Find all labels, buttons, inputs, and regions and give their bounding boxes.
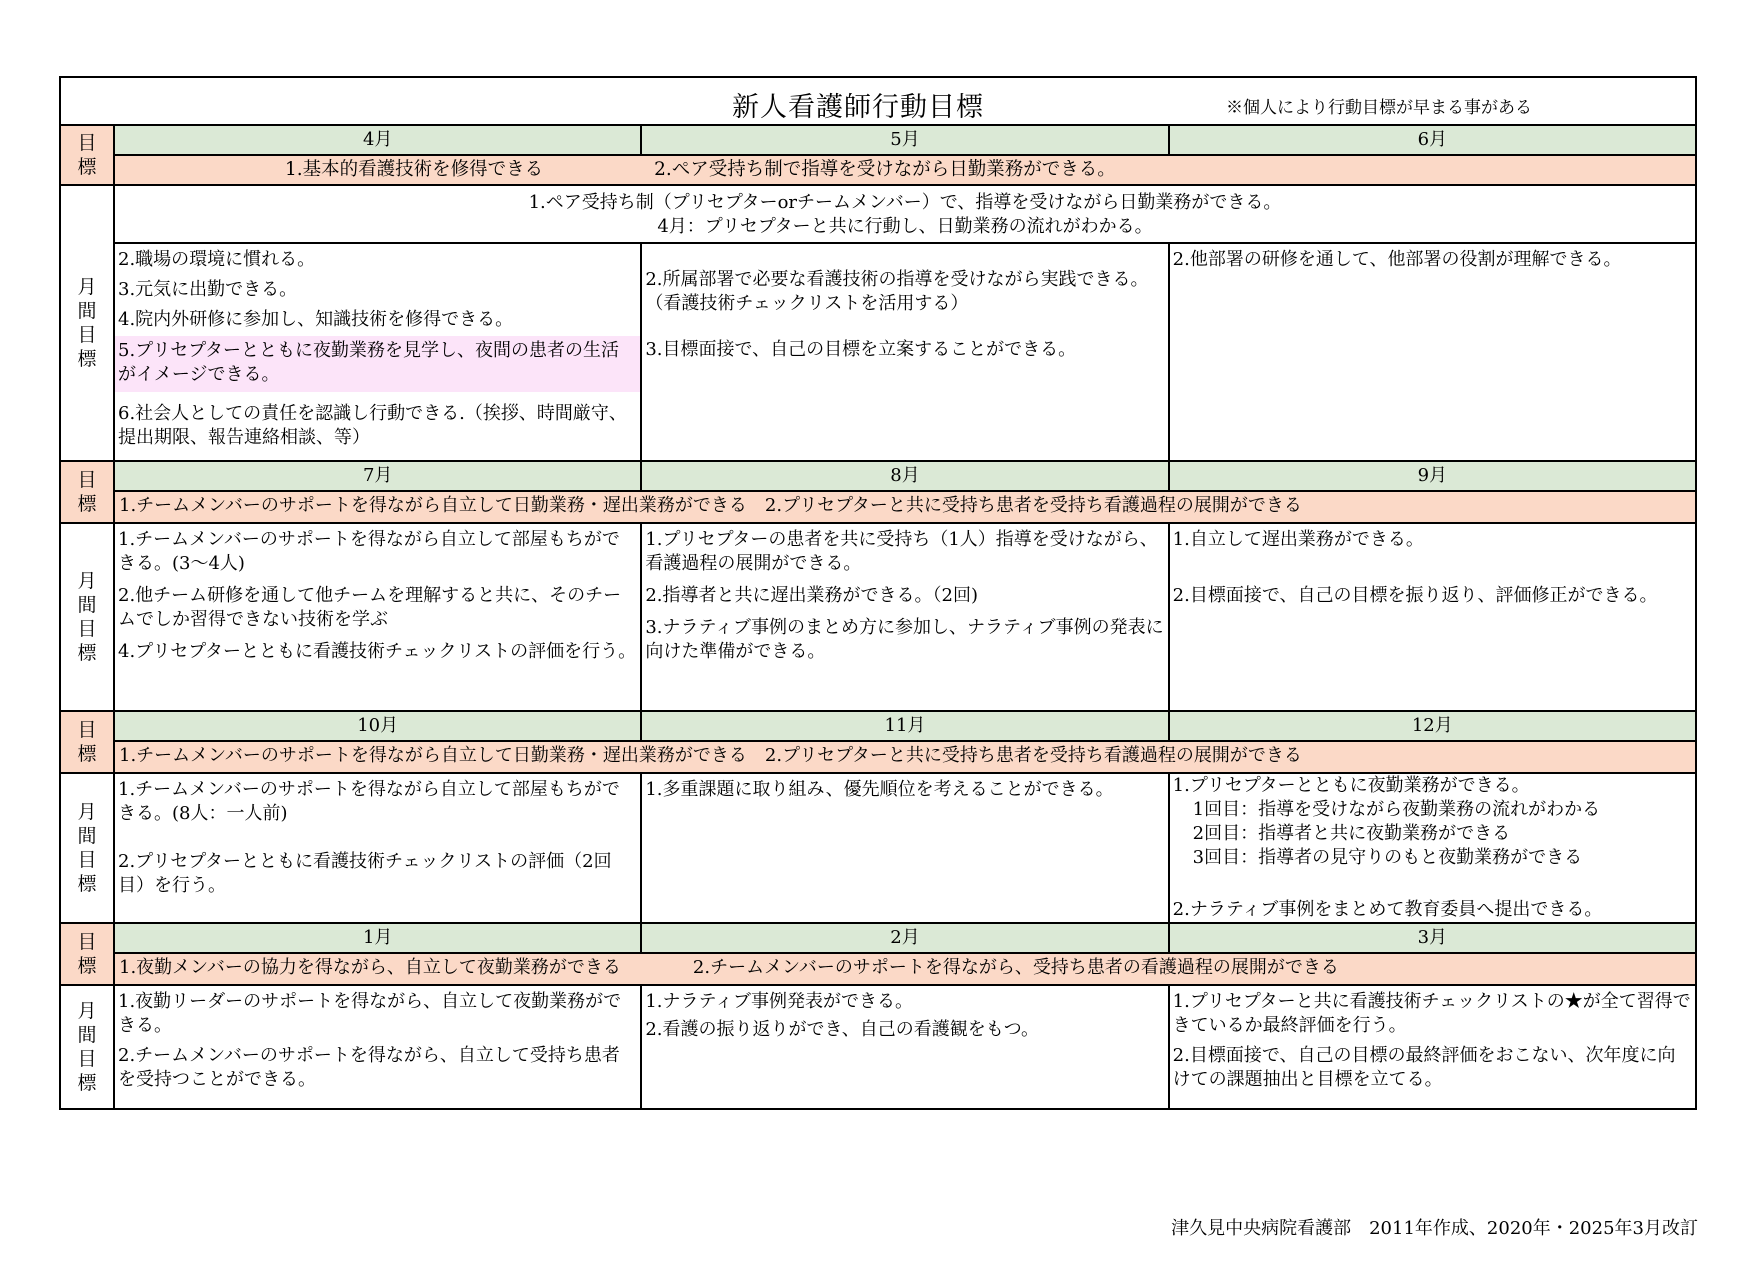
q2-col-september	[1168, 524, 1695, 710]
goal-item: 3.元気に出勤できる。	[118, 279, 298, 300]
month-header: 9月	[1168, 462, 1695, 490]
month-header: 7月	[362, 465, 393, 486]
goals-table	[59, 76, 1697, 1110]
q3-goal-text: 1.チームメンバーのサポートを得ながら自立して日勤業務・遅出業務ができる 2.プリセプターと共に受持ち患者を受持ち看護過程の展開ができる	[115, 742, 1695, 772]
month-header: 10月	[357, 715, 399, 736]
goal-item: 1.チームメンバーのサポートを得ながら自立して部屋もちができる。(8人：一人前)	[118, 779, 620, 824]
page-title: 新人看護師行動目標	[732, 92, 984, 123]
goal-label: 目 標	[61, 712, 115, 772]
q1-goal-section	[61, 126, 1695, 186]
goal-item: 1.ナラティブ事例発表ができる。	[645, 991, 914, 1012]
goal-item: 1.多重課題に取り組み、優先順位を考えることができる。	[645, 779, 1114, 800]
month-header: 4月	[362, 129, 393, 150]
goal-item: 4.院内外研修に参加し、知識技術を修得できる。	[118, 309, 514, 330]
goal-item: 3.目標面接で、自己の目標を立案することができる。	[645, 339, 1077, 360]
monthly-label: 月 間 目 標	[61, 186, 115, 460]
q2-goal-section	[61, 462, 1695, 524]
monthly-label: 月 間 目 標	[61, 986, 115, 1108]
goal-item: 2.ナラティブ事例をまとめて教育委員へ提出できる。	[1172, 899, 1603, 920]
q4-monthly-section	[61, 986, 1695, 1108]
month-header: 12月	[1168, 712, 1695, 740]
note-text: ※個人により行動目標が早まる事がある	[1226, 98, 1532, 118]
goal-item: 1.夜勤リーダーのサポートを得ながら、自立して夜勤業務ができる。	[118, 991, 622, 1036]
q4-col-february	[640, 986, 1167, 1108]
goal-item: 2.所属部署で必要な看護技術の指導を受けながら実践できる。（看護技術チェックリストを活用する）	[645, 269, 1149, 314]
goal-item: 2.プリセプターとともに看護技術チェックリストの評価（2回目）を行う。	[118, 851, 612, 896]
goal-item: 1.プリセプターとともに夜勤業務ができる。	[1172, 775, 1530, 796]
q3-goal-section	[61, 712, 1695, 774]
goal-item: 2.目標面接で、自己の目標の最終評価をおこない、次年度に向けての課題抽出と目標を立てる。	[1172, 1045, 1676, 1090]
goal-item: 6.社会人としての責任を認識し行動できる.（挨拶、時間厳守、提出期限、報告連絡相談、等）	[118, 403, 627, 448]
goal-item: 2.職場の環境に慣れる。	[118, 249, 316, 270]
q1-monthly-section	[61, 186, 1695, 462]
q3-col-october	[115, 774, 640, 932]
goal-item: 1.プリセプターと共に看護技術チェックリストの★が全て習得できているか最終評価を行う。	[1172, 991, 1691, 1036]
q3-month-row	[115, 712, 1695, 742]
q1-goal-text: 1.基本的看護技術を修得できる 2.ペア受持ち制で指導を受けながら日勤業務ができる。	[115, 156, 1695, 184]
goal-item: 2.他部署の研修を通して、他部署の役割が理解できる。	[1172, 249, 1622, 270]
monthly-label: 月 間 目 標	[61, 524, 115, 710]
goal-item: 2.他チーム研修を通して他チームを理解すると共に、そのチームでしか習得できない技術を学ぶ	[118, 585, 622, 630]
goal-item-highlighted: 5.プリセプターとともに夜勤業務を見学し、夜間の患者の生活がイメージできる。	[115, 336, 640, 392]
q2-month-row	[115, 462, 1695, 492]
night-shift-step: 3回目：指導者の見守りのもと夜勤業務ができる	[1192, 847, 1583, 868]
month-header: 11月	[640, 712, 1167, 740]
q1-col-june	[1168, 244, 1695, 460]
q4-goal-text: 1.夜勤メンバーの協力を得ながら、自立して夜勤業務ができる 2.チームメンバーのサポートを得ながら、受持ち患者の看護過程の展開ができる	[115, 954, 1695, 984]
goal-label: 目 標	[61, 924, 115, 984]
goal-item: 1.プリセプターの患者を共に受持ち（1人）指導を受けながら、看護過程の展開ができる。	[645, 529, 1158, 574]
goal-item: 4.プリセプターとともに看護技術チェックリストの評価を行う。	[118, 641, 637, 662]
q2-col-july	[115, 524, 640, 710]
q4-col-march	[1168, 986, 1695, 1108]
goal-item: 3.ナラティブ事例のまとめ方に参加し、ナラティブ事例の発表に向けた準備ができる。	[645, 617, 1164, 662]
goal-item: 1.自立して遅出業務ができる。	[1172, 529, 1424, 550]
month-header: 8月	[640, 462, 1167, 490]
q4-goal-section	[61, 924, 1695, 986]
q3-monthly-section	[61, 774, 1695, 924]
q1-common-goal: 1.ペア受持ち制（プリセプターorチームメンバー）で、指導を受けながら日勤業務ができる。 4月：プリセプターと共に行動し、日勤業務の流れがわかる。	[115, 186, 1695, 244]
goal-item: 1.チームメンバーのサポートを得ながら自立して部屋もちができる。(3〜4人)	[118, 529, 620, 574]
month-header: 3月	[1168, 924, 1695, 952]
goal-item: 2.看護の振り返りができ、自己の看護観をもつ。	[645, 1019, 1040, 1040]
month-header: 5月	[640, 126, 1167, 154]
month-header: 1月	[362, 927, 393, 948]
q4-month-row	[115, 924, 1695, 954]
goal-label: 目 標	[61, 462, 115, 522]
night-shift-step: 1回目：指導を受けながら夜勤業務の流れがわかる	[1192, 799, 1601, 820]
goal-item: 2.指導者と共に遅出業務ができる。（2回)	[645, 585, 978, 606]
q1-col-may	[640, 244, 1167, 460]
title-row	[61, 78, 1695, 126]
q2-goal-text: 1.チームメンバーのサポートを得ながら自立して日勤業務・遅出業務ができる 2.プリセプターと共に受持ち患者を受持ち看護過程の展開ができる	[115, 492, 1695, 522]
goal-item: 2.チームメンバーのサポートを得ながら、自立して受持ち患者を受持つことができる。	[118, 1045, 620, 1090]
q4-col-january	[115, 986, 640, 1108]
month-header: 6月	[1168, 126, 1695, 154]
monthly-label: 月 間 目 標	[61, 774, 115, 922]
goal-item: 2.目標面接で、自己の目標を振り返り、評価修正ができる。	[1172, 585, 1658, 606]
q1-month-row	[115, 126, 1695, 156]
q2-col-august	[640, 524, 1167, 710]
footer-credit: 津久見中央病院看護部 2011年作成、2020年・2025年3月改訂	[1171, 1218, 1698, 1239]
q1-col-april	[115, 244, 640, 460]
q2-monthly-section	[61, 524, 1695, 712]
night-shift-step: 2回目：指導者と共に夜勤業務ができる	[1192, 823, 1511, 844]
q3-col-december	[1168, 774, 1695, 932]
goal-label: 目 標	[61, 126, 115, 184]
month-header: 2月	[640, 924, 1167, 952]
q3-col-november	[640, 774, 1167, 932]
